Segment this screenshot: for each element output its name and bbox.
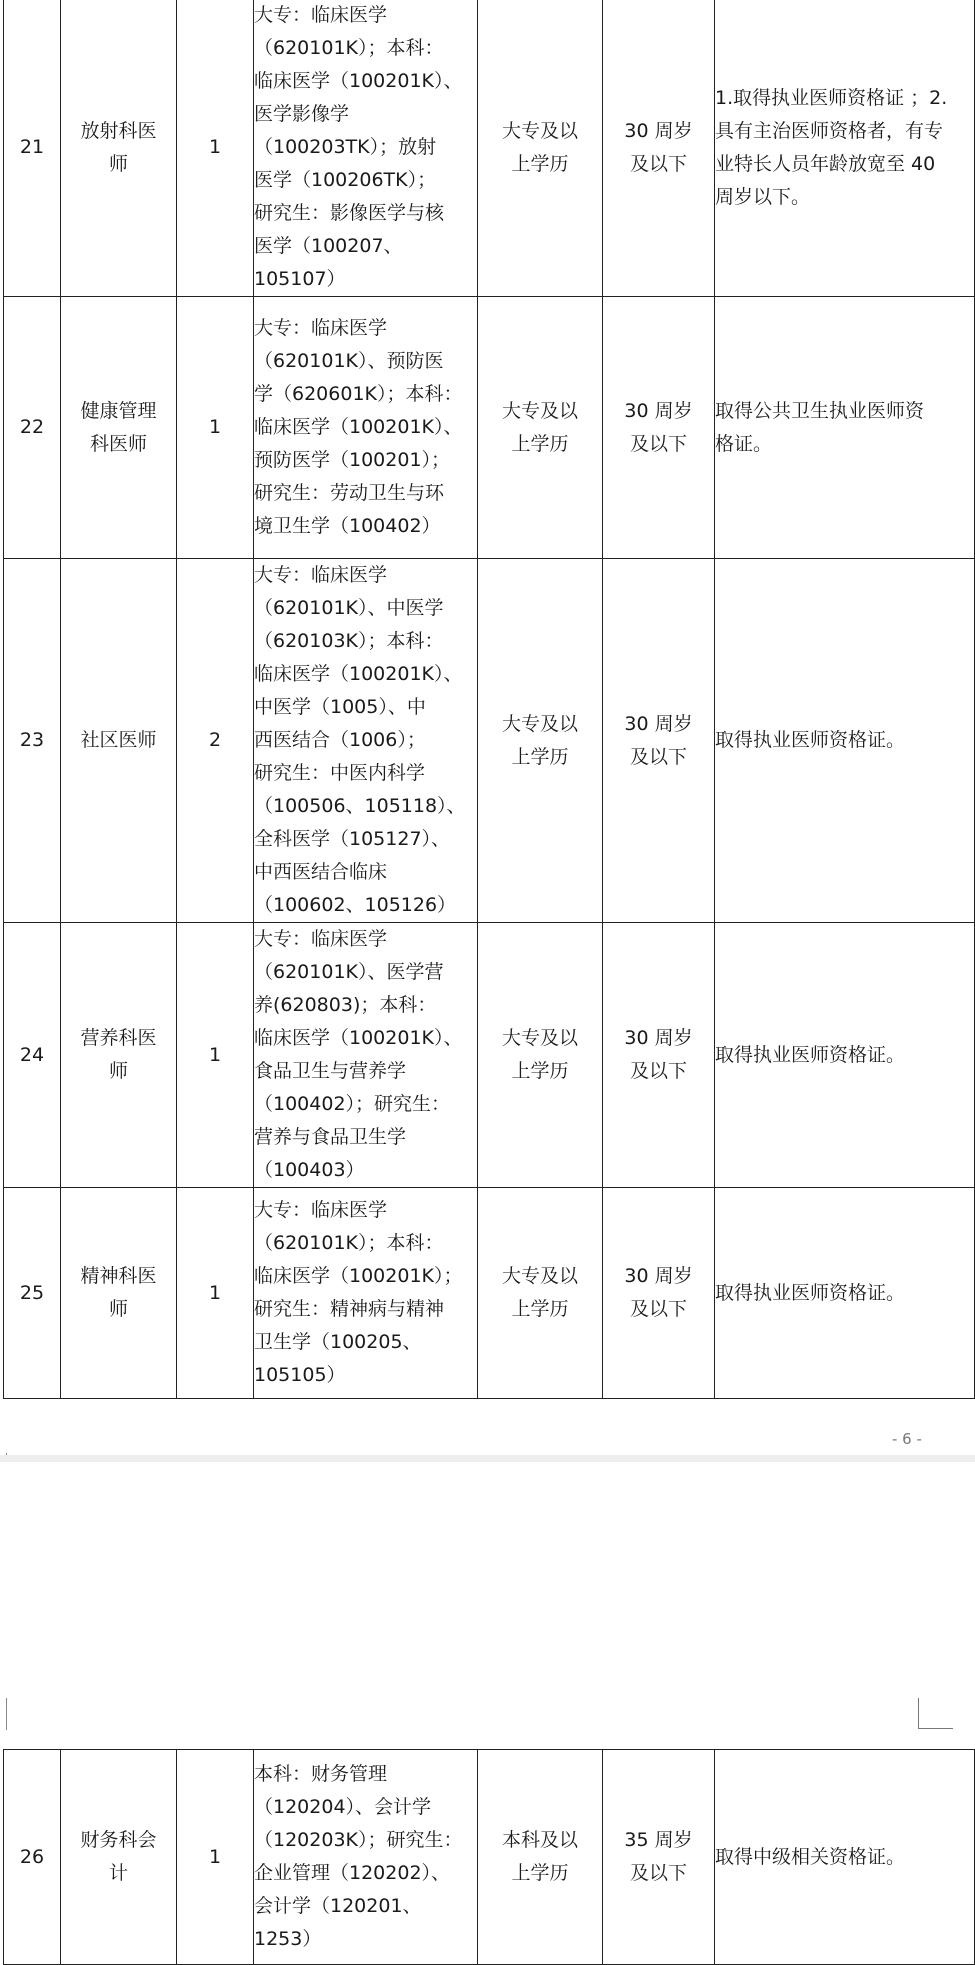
age-requirement: 30 周岁 及以下 — [603, 559, 715, 923]
row-number: 21 — [4, 0, 61, 297]
other-requirement: 取得执业医师资格证。 — [715, 559, 975, 923]
age-requirement: 30 周岁 及以下 — [603, 923, 715, 1188]
job-table-page-7 — [3, 1749, 975, 1965]
education-requirement: 本科及以 上学历 — [478, 1750, 603, 1965]
crop-mark-top-left — [0, 1698, 7, 1730]
position-title: 社区医师 — [61, 559, 177, 923]
major-requirement: 大专：临床医学 （620101K）、中医学 （620103K）；本科： 临床医学（100201K）、 中医学（1005）、中 西医结合（1006）； 研究生：中医内科学 （100506、105118）、 全科医学（105127）、 中西医结合临床 （100602、105126） — [254, 559, 478, 923]
other-requirement: 取得公共卫生执业医师资 格证。 — [715, 297, 975, 559]
age-requirement: 30 周岁 及以下 — [603, 0, 715, 297]
table-row — [4, 1750, 975, 1965]
education-requirement: 大专及以 上学历 — [478, 923, 603, 1188]
position-title: 财务科会 计 — [61, 1750, 177, 1965]
row-number: 24 — [4, 923, 61, 1188]
major-requirement: 本科：财务管理 （120204）、会计学 （120203K）；研究生： 企业管理（120202）、 会计学（120201、 1253） — [254, 1750, 478, 1965]
education-requirement: 大专及以 上学历 — [478, 0, 603, 297]
crop-mark-top-right — [918, 1698, 953, 1729]
education-requirement: 大专及以 上学历 — [478, 559, 603, 923]
position-title: 营养科医 师 — [61, 923, 177, 1188]
hiring-count: 1 — [177, 0, 254, 297]
hiring-count: 1 — [177, 923, 254, 1188]
document-page-7 — [0, 1462, 975, 1955]
job-table-page-6 — [3, 0, 975, 1399]
table-row — [4, 297, 975, 559]
hiring-count: 1 — [177, 1188, 254, 1399]
page-separator — [0, 1455, 975, 1462]
other-requirement: 取得中级相关资格证。 — [715, 1750, 975, 1965]
row-number: 25 — [4, 1188, 61, 1399]
page-number: - 6 - — [892, 1430, 922, 1448]
education-requirement: 大专及以 上学历 — [478, 1188, 603, 1399]
hiring-count: 1 — [177, 297, 254, 559]
table-row — [4, 1188, 975, 1399]
education-requirement: 大专及以 上学历 — [478, 297, 603, 559]
table-row — [4, 923, 975, 1188]
position-title: 精神科医 师 — [61, 1188, 177, 1399]
age-requirement: 30 周岁 及以下 — [603, 297, 715, 559]
hiring-count: 1 — [177, 1750, 254, 1965]
other-requirement: 取得执业医师资格证。 — [715, 1188, 975, 1399]
major-requirement: 大专：临床医学 （620101K）；本科： 临床医学（100201K）、 医学影像学 （100203TK）；放射 医学（100206TK）； 研究生：影像医学与核 医学（100207、 105107） — [254, 0, 478, 297]
row-number: 22 — [4, 297, 61, 559]
major-requirement: 大专：临床医学 （620101K）；本科： 临床医学（100201K）； 研究生：精神病与精神 卫生学（100205、 105105） — [254, 1188, 478, 1399]
position-title: 健康管理 科医师 — [61, 297, 177, 559]
major-requirement: 大专：临床医学 （620101K）、预防医 学（620601K）；本科： 临床医学（100201K）、 预防医学（100201）； 研究生：劳动卫生与环 境卫生学（100402） — [254, 297, 478, 559]
hiring-count: 2 — [177, 559, 254, 923]
age-requirement: 35 周岁 及以下 — [603, 1750, 715, 1965]
major-requirement: 大专：临床医学 （620101K）、医学营 养(620803)；本科： 临床医学（100201K）、 食品卫生与营养学 （100402）；研究生： 营养与食品卫生学 （100403） — [254, 923, 478, 1188]
row-number: 26 — [4, 1750, 61, 1965]
position-title: 放射科医 师 — [61, 0, 177, 297]
table-row — [4, 559, 975, 923]
table-row — [4, 0, 975, 297]
other-requirement: 取得执业医师资格证。 — [715, 923, 975, 1188]
row-number: 23 — [4, 559, 61, 923]
age-requirement: 30 周岁 及以下 — [603, 1188, 715, 1399]
other-requirement: 1.取得执业医师资格证 ；2. 具有主治医师资格者，有专 业特长人员年龄放宽至 40 周岁以下。 — [715, 0, 975, 297]
